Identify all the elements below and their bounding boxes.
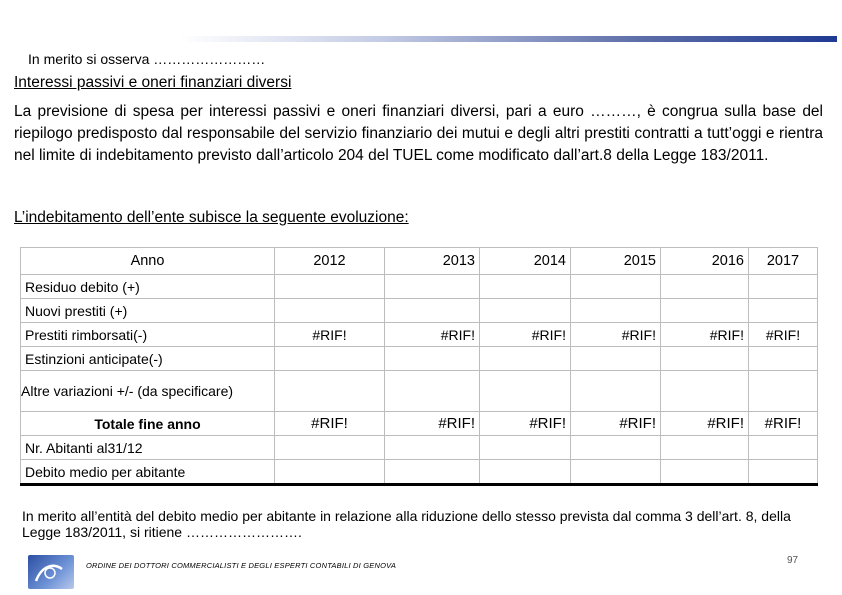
totale-2015: #RIF! [571, 412, 661, 436]
totale-2013: #RIF! [385, 412, 480, 436]
header-label: Anno [21, 248, 275, 275]
table-row [21, 460, 818, 485]
row-label-abitanti: Nr. Abitanti al31/12 [21, 436, 275, 460]
row-label-rimborsati: Prestiti rimborsati(-) [21, 323, 275, 347]
row-label-totale: Totale fine anno [21, 412, 275, 436]
table-row [21, 347, 818, 371]
table-row [21, 323, 818, 347]
rimborsati-2016: #RIF! [661, 323, 749, 347]
totale-2014: #RIF! [480, 412, 571, 436]
table-row [21, 299, 818, 323]
rimborsati-2017: #RIF! [749, 323, 818, 347]
year-2017: 2017 [749, 248, 818, 275]
table-header-row [21, 248, 818, 275]
footer-organization: ORDINE DEI DOTTORI COMMERCIALISTI E DEGLI ESPERTI CONTABILI DI GENOVA [86, 561, 397, 570]
table-row [21, 275, 818, 299]
year-2012: 2012 [275, 248, 385, 275]
table-row [21, 436, 818, 460]
table-row [21, 412, 818, 436]
odcec-logo-icon [28, 555, 74, 589]
header-accent-bar [180, 36, 837, 42]
page-number: 97 [787, 555, 799, 566]
year-2016: 2016 [661, 248, 749, 275]
footnote-text: In merito all’entità del debito medio per abitante in relazione alla riduzione dello stesso prevista dal comma 3 dell’art. 8, della Legge 183/2011, si ritiene ……………………. [22, 508, 791, 540]
table-row [21, 371, 818, 412]
totale-2017: #RIF! [749, 412, 818, 436]
totale-2012: #RIF! [275, 412, 385, 436]
debt-evolution-table [20, 247, 818, 486]
row-label-nuovi: Nuovi prestiti (+) [21, 299, 275, 323]
year-2015: 2015 [571, 248, 661, 275]
row-label-altre: Altre variazioni +/- (da specificare) [21, 371, 275, 412]
row-label-estinzioni: Estinzioni anticipate(-) [21, 347, 275, 371]
year-2014: 2014 [480, 248, 571, 275]
year-2013: 2013 [385, 248, 480, 275]
totale-2016: #RIF! [661, 412, 749, 436]
rimborsati-2015: #RIF! [571, 323, 661, 347]
intro-text: In merito si osserva …………………… [28, 51, 266, 67]
rimborsati-2012: #RIF! [275, 323, 385, 347]
body-paragraph: La previsione di spesa per interessi passivi e oneri finanziari diversi, pari a euro ………, è congrua sulla base del riepilogo predisposto dal responsabile del servizio finanziario dei mutui e degli altri prestiti contratti a tutt’oggi e rientra nel limite di indebitamento previsto dall’articolo 204 del TUEL come modificato dall’art.8 della Legge 183/2011. [14, 103, 823, 164]
rimborsati-2013: #RIF! [385, 323, 480, 347]
table-caption: L’indebitamento dell’ente subisce la seguente evoluzione: [14, 209, 409, 226]
rimborsati-2014: #RIF! [480, 323, 571, 347]
section-heading: Interessi passivi e oneri finanziari diversi [14, 74, 292, 91]
row-label-medio: Debito medio per abitante [21, 460, 275, 485]
row-label-residuo: Residuo debito (+) [21, 275, 275, 299]
